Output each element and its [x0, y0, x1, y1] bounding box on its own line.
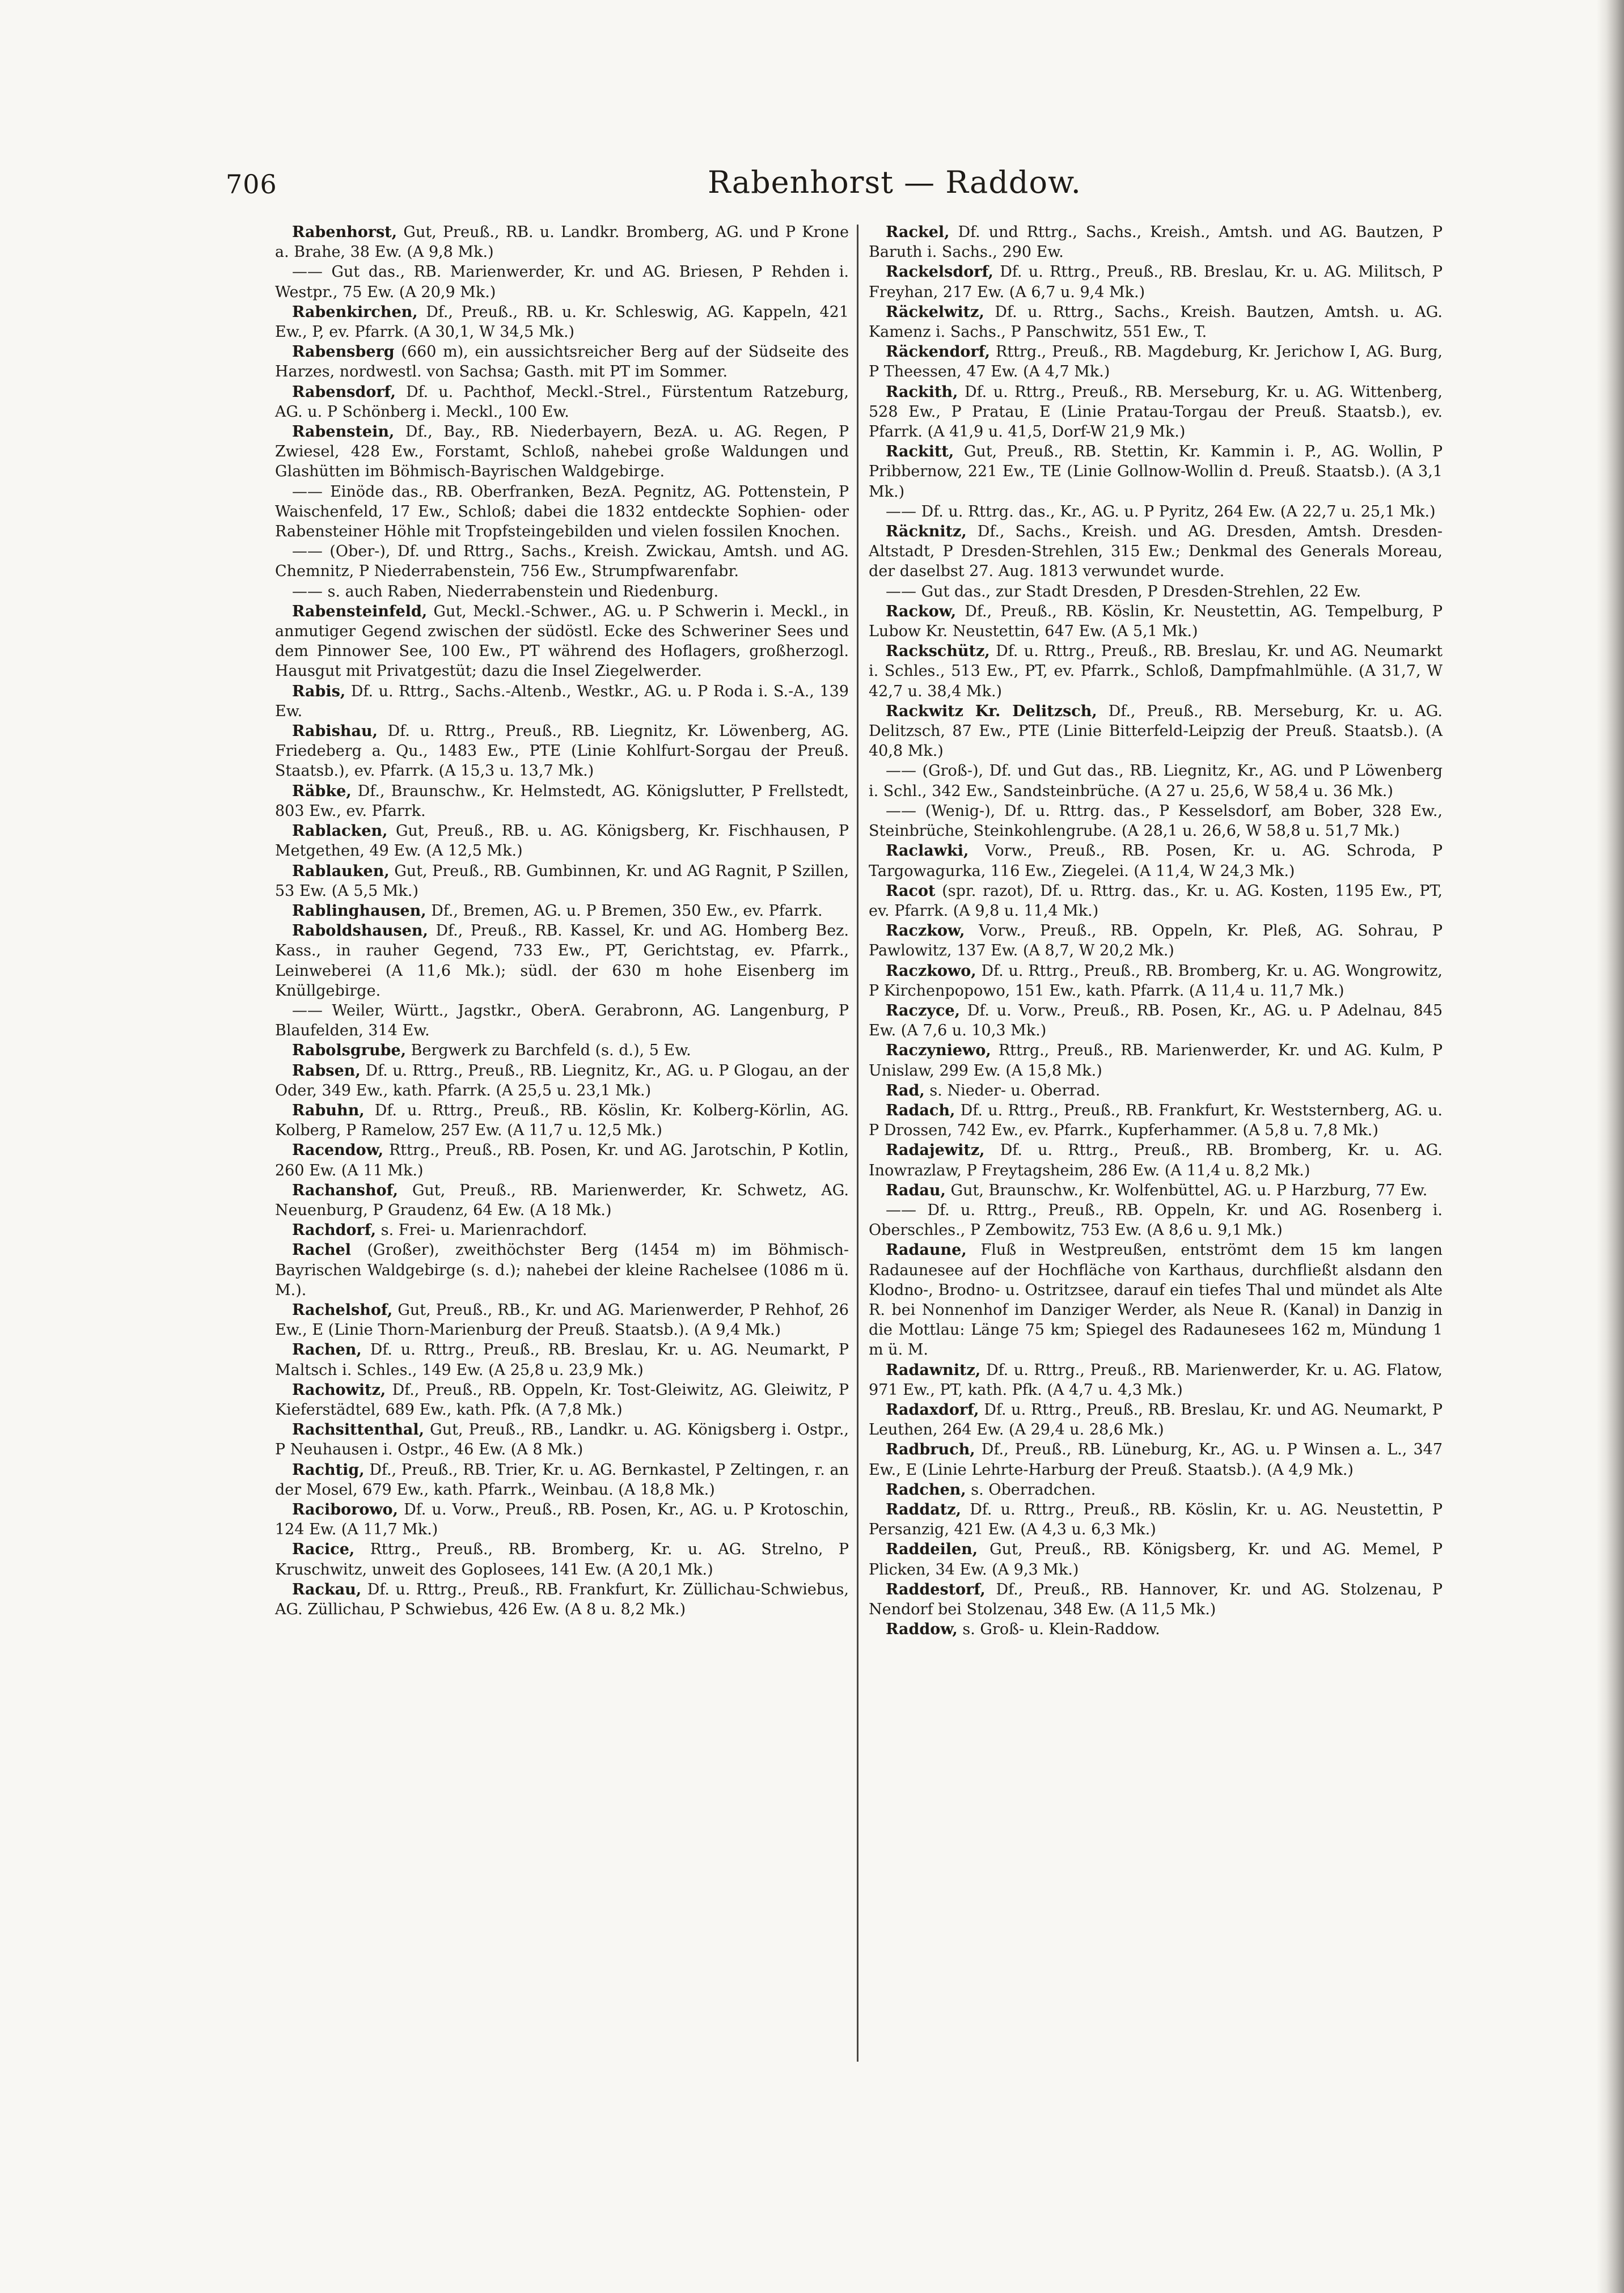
entry-text: Df. u. Pachthof, Meckl.-Strel., Fürstentum Ratzeburg, AG. u. P Schönberg i. Meckl., 100 Ew.: [275, 383, 849, 421]
gazetteer-entry: [869, 1240, 1443, 1360]
entry-headword: Räckendorf,: [886, 343, 991, 361]
entry-text: Df., Preuß., RB. u. Kr. Schleswig, AG. Kappeln, 421 Ew., P, ev. Pfarrk. (A 30,1, W 34,5 Mk.): [275, 303, 849, 341]
entry-headword: Rabensteinfeld,: [292, 602, 428, 620]
entry-headword: Rabis,: [292, 682, 346, 700]
gazetteer-entry: [275, 1500, 849, 1539]
gazetteer-entry: [275, 1181, 849, 1220]
gazetteer-entry: [869, 1101, 1443, 1140]
entry-headword: Räbke,: [292, 782, 352, 800]
entry-text: Df. u. Rttrg., Preuß., RB. Breslau, Kr. u. AG. Militsch, P Freyhan, 217 Ew. (A 6,7 u. 9,4 Mk.): [869, 263, 1443, 301]
gazetteer-entry: [275, 482, 849, 542]
entry-headword: Rabsen,: [292, 1061, 361, 1080]
gazetteer-entry: [275, 342, 849, 382]
entry-headword: Rablauken,: [292, 862, 390, 880]
entry-text: Df. u. Vorw., Preuß., RB. Posen, Kr., AG. u. P Adelnau, 845 Ew. (A 7,6 u. 10,3 Mk.): [869, 1001, 1443, 1040]
gazetteer-entry: [869, 1001, 1443, 1040]
gazetteer-entry: [869, 1400, 1443, 1440]
entry-headword: Racice,: [292, 1541, 355, 1559]
entry-headword: Rackel,: [886, 223, 950, 241]
gazetteer-entry: [869, 382, 1443, 442]
entry-text: Df., Sachs., Kreish. und AG. Dresden, Amtsh. Dresden-Altstadt, P Dresden-Strehlen, 315 Ew.; Denkmal des Generals Moreau, der daselbst 27. Aug. 1813 verwundet wurde.: [869, 523, 1443, 581]
entry-text: (Großer), zweithöchster Berg (1454 m) im Böhmisch-Bayrischen Waldgebirge (s. d.); nahebei der kleine Rachelsee (1086 m ü. M.).: [275, 1241, 849, 1299]
entry-text: s. Frei- u. Marienrachdorf.: [376, 1221, 587, 1239]
gazetteer-entry: [275, 1140, 849, 1180]
entry-headword: Rackith,: [886, 383, 958, 401]
entry-headword: Rachen,: [292, 1341, 362, 1359]
entry-headword: Rackelsdorf,: [886, 263, 993, 281]
entry-text: Df. u. Rttrg., Preuß., RB. Marienwerder, Kr. u. AG. Flatow, 971 Ew., PT, kath. Pfk. (A 4,7 u. 4,3 Mk.): [869, 1361, 1443, 1399]
entry-text: Rttrg., Preuß., RB. Bromberg, Kr. u. AG. Strelno, P Kruschwitz, unweit des Goplosees, 141 Ew. (A 20,1 Mk.): [275, 1541, 849, 1579]
entry-text: Df., Preuß., RB. Oppeln, Kr. Tost-Gleiwitz, AG. Gleiwitz, P Kieferstädtel, 689 Ew., kath. Pfk. (A 7,8 Mk.): [275, 1381, 849, 1419]
entry-text: Df. u. Vorw., Preuß., RB. Posen, Kr., AG. u. P Krotoschin, 124 Ew. (A 11,7 Mk.): [275, 1501, 849, 1539]
entry-text: —— Df. u. Rttrg. das., Kr., AG. u. P Pyritz, 264 Ew. (A 22,7 u. 25,1 Mk.): [886, 502, 1436, 521]
entry-text: —— (Wenig-), Df. u. Rttrg. das., P Kesselsdorf, am Bober, 328 Ew., Steinbrüche, Steinkohlengrube. (A 28,1 u. 26,6, W 58,8 u. 51,7 Mk.): [869, 802, 1443, 840]
entry-headword: Raboldshausen,: [292, 922, 428, 940]
entry-headword: Rachanshof,: [292, 1181, 399, 1199]
gazetteer-entry: [275, 1220, 849, 1240]
entry-headword: Racot: [886, 882, 936, 900]
gazetteer-entry: [869, 1580, 1443, 1619]
entry-headword: Rabensdorf,: [292, 383, 396, 401]
gazetteer-entry: [869, 1619, 1443, 1639]
entry-text: Df., Braunschw., Kr. Helmstedt, AG. Königslutter, P Frellstedt, 803 Ew., ev. Pfarrk.: [275, 782, 849, 820]
gazetteer-entry: [275, 302, 849, 342]
entry-headword: Rad,: [886, 1081, 925, 1099]
entry-text: Df. u. Rttrg., Preuß., RB. Breslau, Kr. u. AG. Neumarkt, P Maltsch i. Schles., 149 Ew. (A 25,8 u. 23,9 Mk.): [275, 1341, 849, 1379]
entry-text: Vorw., Preuß., RB. Oppeln, Kr. Pleß, AG. Sohrau, P Pawlowitz, 137 Ew. (A 8,7, W 20,2 Mk.): [869, 922, 1443, 960]
entry-text: —— Weiler, Württ., Jagstkr., OberA. Gerabronn, AG. Langenburg, P Blaufelden, 314 Ew.: [275, 1001, 849, 1040]
entry-headword: Rachsittenthal,: [292, 1421, 425, 1439]
gazetteer-entry: [275, 541, 849, 581]
entry-text: Df. u. Rttrg., Sachs.-Altenb., Westkr., AG. u. P Roda i. S.-A., 139 Ew.: [275, 682, 849, 720]
gazetteer-entry: [869, 222, 1443, 262]
gazetteer-entry: [275, 821, 849, 861]
entry-headword: Rabensberg: [292, 343, 395, 361]
entry-headword: Radchen,: [886, 1480, 966, 1499]
entry-text: Df. u. Rttrg., Preuß., RB. Frankfurt, Kr. Züllichau-Schwiebus, AG. Züllichau, P Schwiebus, 426 Ew. (A 8 u. 8,2 Mk.): [275, 1580, 849, 1619]
gazetteer-entry: [869, 1040, 1443, 1080]
gazetteer-entry: [869, 701, 1443, 761]
gazetteer-entry: [275, 1101, 849, 1140]
entry-headword: Radajewitz,: [886, 1141, 985, 1160]
gazetteer-entry: [869, 262, 1443, 302]
entry-headword: Rackwitz Kr. Delitzsch,: [886, 702, 1097, 720]
entry-text: Vorw., Preuß., RB. Posen, Kr. u. AG. Schroda, P Targowagurka, 116 Ew., Ziegelei. (A 11,4, W 24,3 Mk.): [869, 842, 1443, 880]
entry-headword: Radau,: [886, 1181, 946, 1199]
gazetteer-entry: [275, 901, 849, 921]
entry-text: Df., Preuß., RB. Hannover, Kr. und AG. Stolzenau, P Nendorf bei Stolzenau, 348 Ew. (A 11,5 Mk.): [869, 1580, 1443, 1619]
gazetteer-entry: [275, 602, 849, 682]
gazetteer-entry: [275, 1539, 849, 1579]
entry-headword: Raczkow,: [886, 922, 965, 940]
entry-text: Df. u. Rttrg., Preuß., RB. Frankfurt, Kr. Weststernberg, AG. u. P Drossen, 742 Ew., ev. Pfarrk., Kupferhammer. (A 5,8 u. 7,8 Mk.): [869, 1101, 1443, 1140]
gazetteer-entry: [869, 502, 1443, 522]
gazetteer-entry: [275, 382, 849, 422]
gazetteer-entry: [275, 1300, 849, 1340]
gazetteer-entry: [275, 262, 849, 302]
gazetteer-entry: [869, 801, 1443, 841]
gazetteer-entry: [275, 1340, 849, 1380]
gazetteer-entry: [275, 721, 849, 781]
entry-text: Df. u. Rttrg., Preuß., RB. Köslin, Kr. Kolberg-Körlin, AG. Kolberg, P Ramelow, 257 Ew. (A 11,7 u. 12,5 Mk.): [275, 1101, 849, 1140]
entry-text: Df. u. Rttrg., Preuß., RB. Liegnitz, Kr. Löwenberg, AG. Friedeberg a. Qu., 1483 Ew., PTE (Linie Kohlfurt-Sorgau der Preuß. Staatsb.), ev. Pfarrk. (A 15,3 u. 13,7 Mk.): [275, 722, 849, 780]
entry-headword: Rablinghausen,: [292, 902, 426, 920]
entry-headword: Rackitt,: [886, 443, 954, 461]
entry-headword: Rabishau,: [292, 722, 378, 741]
gazetteer-entry: [275, 1420, 849, 1459]
entry-headword: Radaxdorf,: [886, 1401, 979, 1419]
entry-text: Df. u. Rttrg., Preuß., RB. Bromberg, Kr. u. AG. Inowrazlaw, P Freytagsheim, 286 Ew. (A 11,4 u. 8,2 Mk.): [869, 1141, 1443, 1179]
entry-text: Gut, Preuß., RB. Marienwerder, Kr. Schwetz, AG. Neuenburg, P Graudenz, 64 Ew. (A 18 Mk.): [275, 1181, 849, 1219]
gazetteer-entry: [869, 1480, 1443, 1500]
entry-headword: Raddeilen,: [886, 1541, 978, 1559]
entry-text: Df., Bremen, AG. u. P Bremen, 350 Ew., ev. Pfarrk.: [426, 902, 823, 920]
gazetteer-entry: [275, 1240, 849, 1300]
gazetteer-entry: [869, 1539, 1443, 1579]
entry-headword: Rabenstein,: [292, 423, 395, 441]
entry-text: Fluß in Westpreußen, entströmt dem 15 km langen Radaunesee auf der Hochfläche von Karthaus, durchfließt alsdann den Klodno-, Brodno- u. Ostritzsee, darauf ein tiefes Thal und mündet als Alte R. bei Nonnenhof im Danziger Werder, als Neue R. (Kanal) in Danzig in die Mottlau: Länge 75 km; Spiegel des Radaunesees 162 m, Mündung 1 m ü. M.: [869, 1241, 1443, 1359]
gazetteer-entry: [869, 881, 1443, 921]
entry-text: Df., Preuß., RB. Lüneburg, Kr., AG. u. P Winsen a. L., 347 Ew., E (Linie Lehrte-Harburg der Preuß. Staatsb.). (A 4,9 Mk.): [869, 1441, 1443, 1479]
entry-text: Gut, Preuß., RB. Stettin, Kr. Kammin i. P., AG. Wollin, P Pribbernow, 221 Ew., TE (Linie Gollnow-Wollin d. Preuß. Staatsb.). (A 3,1 Mk.): [869, 443, 1443, 501]
entry-headword: Radaune,: [886, 1241, 967, 1259]
gazetteer-entry: [869, 442, 1443, 502]
gazetteer-entry: [869, 761, 1443, 801]
gazetteer-entry: [275, 1040, 849, 1060]
gazetteer-entry: [275, 582, 849, 602]
entry-headword: Radawnitz,: [886, 1361, 981, 1379]
entry-text: Gut, Preuß., RB. u. AG. Königsberg, Kr. Fischhausen, P Metgethen, 49 Ew. (A 12,5 Mk.): [275, 822, 849, 860]
entry-text: Df. u. Rttrg., Preuß., RB. Liegnitz, Kr., AG. u. P Glogau, an der Oder, 349 Ew., kath. Pfarrk. (A 25,5 u. 23,1 Mk.): [275, 1061, 849, 1099]
entry-text: —— Df. u. Rttrg., Preuß., RB. Oppeln, Kr. und AG. Rosenberg i. Oberschles., P Zembowitz, 753 Ew. (A 8,6 u. 9,1 Mk.): [869, 1201, 1443, 1239]
entry-text: Df. u. Rttrg., Preuß., RB. Breslau, Kr. und AG. Neumarkt i. Schles., 513 Ew., PT, ev. Pfarrk., Schloß, Dampfmahlmühle. (A 31,7, W 42,7 u. 38,4 Mk.): [869, 642, 1443, 700]
entry-text: Rttrg., Preuß., RB. Marienwerder, Kr. und AG. Kulm, P Unislaw, 299 Ew. (A 15,8 Mk.): [869, 1042, 1443, 1080]
entry-text: Gut, Preuß., RB. u. Landkr. Bromberg, AG. und P Krone a. Brahe, 38 Ew. (A 9,8 Mk.): [275, 223, 849, 261]
entry-headword: Rachelshof,: [292, 1301, 393, 1319]
entry-headword: Rabuhn,: [292, 1101, 365, 1119]
entry-headword: Radbruch,: [886, 1441, 975, 1459]
gazetteer-entry: [869, 1360, 1443, 1400]
gazetteer-entry: [869, 961, 1443, 1001]
gazetteer-entry: [869, 921, 1443, 961]
entry-headword: Rabenkirchen,: [292, 303, 418, 321]
right-column: [869, 222, 1443, 1639]
gazetteer-entry: [275, 422, 849, 482]
gazetteer-entry: [275, 222, 849, 262]
entry-text: Gut, Preuß., RB., Kr. und AG. Marienwerder, P Rehhof, 26 Ew., E (Linie Thorn-Marienburg der Preuß. Staatsb.). (A 9,4 Mk.): [275, 1301, 849, 1339]
entry-text: (660 m), ein aussichtsreicher Berg auf der Südseite des Harzes, nordwestl. von Sachsa; Gasth. mit PT im Sommer.: [275, 343, 849, 381]
entry-text: —— (Groß-), Df. und Gut das., RB. Liegnitz, Kr., AG. und P Löwenberg i. Schl., 342 Ew., Sandsteinbrüche. (A 27 u. 25,6, W 58,4 u. 36 Mk.): [869, 762, 1443, 800]
gazetteer-entry: [869, 1081, 1443, 1101]
entry-text: —— Einöde das., RB. Oberfranken, BezA. Pegnitz, AG. Pottenstein, P Waischenfeld, 17 Ew., Schloß; dabei die 1832 entdeckte Sophien- oder Rabensteiner Höhle mit Tropfsteingebilden und vielen fossilen Knochen.: [275, 483, 849, 541]
entry-text: —— (Ober-), Df. und Rttrg., Sachs., Kreish. Zwickau, Amtsh. und AG. Chemnitz, P Niederrabenstein, 756 Ew., Strumpfwarenfabr.: [275, 543, 849, 581]
entry-text: Rttrg., Preuß., RB. Posen, Kr. und AG. Jarotschin, P Kotlin, 260 Ew. (A 11 Mk.): [275, 1141, 849, 1179]
entry-text: (spr. razot), Df. u. Rttrg. das., Kr. u. AG. Kosten, 1195 Ew., PT, ev. Pfarrk. (A 9,8 u. 11,4 Mk.): [869, 882, 1443, 920]
entry-text: Df. u. Rttrg., Preuß., RB. Breslau, Kr. und AG. Neumarkt, P Leuthen, 264 Ew. (A 29,4 u. 28,6 Mk.): [869, 1401, 1443, 1439]
gazetteer-entry: [869, 841, 1443, 881]
entry-headword: Raclawki,: [886, 842, 969, 860]
gazetteer-entry: [869, 1200, 1443, 1240]
gazetteer-entry: [869, 342, 1443, 382]
gazetteer-entry: [275, 1380, 849, 1420]
gazetteer-entry: [275, 1001, 849, 1040]
entry-headword: Raddow,: [886, 1621, 958, 1639]
entry-headword: Rachdorf,: [292, 1221, 377, 1239]
entry-text: Df. und Rttrg., Sachs., Kreish., Amtsh. und AG. Bautzen, P Baruth i. Sachs., 290 Ew.: [869, 223, 1443, 261]
entry-headword: Rabolsgrube,: [292, 1042, 407, 1060]
gazetteer-entry: [275, 1061, 849, 1101]
entry-headword: Raczyniewo,: [886, 1042, 991, 1060]
gazetteer-entry: [869, 582, 1443, 602]
entry-headword: Racendow,: [292, 1141, 384, 1160]
entry-headword: Raciborowo,: [292, 1501, 399, 1518]
entry-headword: Raddestorf,: [886, 1580, 986, 1598]
entry-text: Gut, Preuß., RB. Königsberg, Kr. und AG. Memel, P Plicken, 34 Ew. (A 9,3 Mk.): [869, 1541, 1443, 1579]
entry-text: Df., Preuß., RB. Trier, Kr. u. AG. Bernkastel, P Zeltingen, r. an der Mosel, 679 Ew., kath. Pfarrk., Weinbau. (A 18,8 Mk.): [275, 1461, 849, 1499]
gazetteer-entry: [275, 781, 849, 821]
entry-text: —— s. auch Raben, Niederrabenstein und Riedenburg.: [292, 582, 719, 600]
gazetteer-entry: [869, 1181, 1443, 1200]
entry-headword: Radach,: [886, 1101, 955, 1119]
entry-headword: Raczkowo,: [886, 962, 976, 980]
entry-headword: Raddatz,: [886, 1501, 962, 1518]
entry-text: Df., Preuß., RB. Kassel, Kr. und AG. Homberg Bez. Kass., in rauher Gegend, 733 Ew., PT, Gerichtstag, ev. Pfarrk., Leinweberei (A 11,6 Mk.); südl. der 630 m hohe Eisenberg im Knüllgebirge.: [275, 922, 849, 1000]
entry-text: —— Gut das., RB. Marienwerder, Kr. und AG. Briesen, P Rehden i. Westpr., 75 Ew. (A 20,9 Mk.): [275, 263, 849, 301]
entry-headword: Rackau,: [292, 1580, 362, 1598]
entry-text: s. Oberradchen.: [966, 1480, 1096, 1499]
gazetteer-entry: [869, 602, 1443, 641]
entry-headword: Rackschütz,: [886, 642, 990, 661]
column-divider: [857, 225, 858, 2062]
gazetteer-entry: [869, 522, 1443, 582]
gazetteer-entry: [275, 682, 849, 721]
entry-headword: Rachowitz,: [292, 1381, 386, 1399]
gazetteer-entry: [869, 302, 1443, 342]
gazetteer-entry: [869, 1440, 1443, 1479]
entry-text: Bergwerk zu Barchfeld (s. d.), 5 Ew.: [406, 1042, 691, 1060]
gazetteer-entry: [275, 861, 849, 901]
entry-headword: Rachtig,: [292, 1461, 365, 1479]
gazetteer-entry: [275, 1460, 849, 1500]
entry-headword: Rachel: [292, 1241, 352, 1259]
entry-text: Df. u. Rttrg., Sachs., Kreish. Bautzen, Amtsh. u. AG. Kamenz i. Sachs., P Panschwitz, 551 Ew., T.: [869, 303, 1443, 341]
page-number: 706: [226, 169, 277, 200]
entry-text: Df., Preuß., RB. Merseburg, Kr. u. AG. Delitzsch, 87 Ew., PTE (Linie Bitterfeld-Leipzig der Preuß. Staatsb.). (A 40,8 Mk.): [869, 702, 1443, 760]
entry-headword: Rackow,: [886, 602, 957, 620]
running-head: Rabenhorst — Raddow.: [708, 164, 1081, 200]
entry-text: —— Gut das., zur Stadt Dresden, P Dresden-Strehlen, 22 Ew.: [886, 582, 1361, 600]
entry-text: s. Groß- u. Klein-Raddow.: [957, 1621, 1160, 1639]
entry-headword: Rablacken,: [292, 822, 388, 840]
entry-text: Gut, Preuß., RB., Landkr. u. AG. Königsberg i. Ostpr., P Neuhausen i. Ostpr., 46 Ew. (A 8 Mk.): [275, 1421, 849, 1459]
left-column: [275, 222, 849, 1619]
gazetteer-entry: [869, 641, 1443, 701]
entry-text: Df. u. Rttrg., Preuß., RB. Merseburg, Kr. u. AG. Wittenberg, 528 Ew., P Pratau, E (Linie Pratau-Torgau der Preuß. Staatsb.), ev. Pfarrk. (A 41,9 u. 41,5, Dorf-W 21,9 Mk.): [869, 383, 1443, 441]
entry-text: Df. u. Rttrg., Preuß., RB. Köslin, Kr. u. AG. Neustettin, P Persanzig, 421 Ew. (A 4,3 u. 6,3 Mk.): [869, 1501, 1443, 1539]
entry-text: Df., Preuß., RB. Köslin, Kr. Neustettin, AG. Tempelburg, P Lubow Kr. Neustettin, 647 Ew. (A 5,1 Mk.): [869, 602, 1443, 641]
page-edge-shadow: [1597, 0, 1624, 2293]
gazetteer-entry: [275, 1580, 849, 1619]
entry-headword: Raczyce,: [886, 1001, 961, 1019]
entry-headword: Räcknitz,: [886, 523, 967, 541]
gazetteer-entry: [869, 1500, 1443, 1539]
entry-text: Gut, Meckl.-Schwer., AG. u. P Schwerin i. Meckl., in anmutiger Gegend zwischen der südöstl. Ecke des Schweriner Sees und dem Pinnower See, 100 Ew., PT während des Hoflagers, großherzogl. Hausgut mit Privatgestüt; dazu die Insel Ziegelwerder.: [275, 602, 849, 680]
gazetteer-entry: [275, 921, 849, 1001]
entry-text: s. Nieder- u. Oberrad.: [924, 1081, 1101, 1099]
entry-text: Gut, Braunschw., Kr. Wolfenbüttel, AG. u. P Harzburg, 77 Ew.: [945, 1181, 1428, 1199]
gazetteer-entry: [869, 1140, 1443, 1180]
entry-text: Rttrg., Preuß., RB. Magdeburg, Kr. Jerichow I, AG. Burg, P Theessen, 47 Ew. (A 4,7 Mk.): [869, 343, 1443, 381]
entry-text: Gut, Preuß., RB. Gumbinnen, Kr. und AG Ragnit, P Szillen, 53 Ew. (A 5,5 Mk.): [275, 862, 849, 900]
entry-text: Df. u. Rttrg., Preuß., RB. Bromberg, Kr. u. AG. Wongrowitz, P Kirchenpopowo, 151 Ew., kath. Pfarrk. (A 11,4 u. 11,7 Mk.): [869, 962, 1443, 1000]
entry-headword: Rabenhorst,: [292, 223, 397, 241]
entry-text: Df., Bay., RB. Niederbayern, BezA. u. AG. Regen, P Zwiesel, 428 Ew., Forstamt, Schloß, nahebei große Waldungen und Glashütten im Böhmisch-Bayrischen Waldgebirge.: [275, 423, 849, 481]
entry-headword: Räckelwitz,: [886, 303, 984, 321]
